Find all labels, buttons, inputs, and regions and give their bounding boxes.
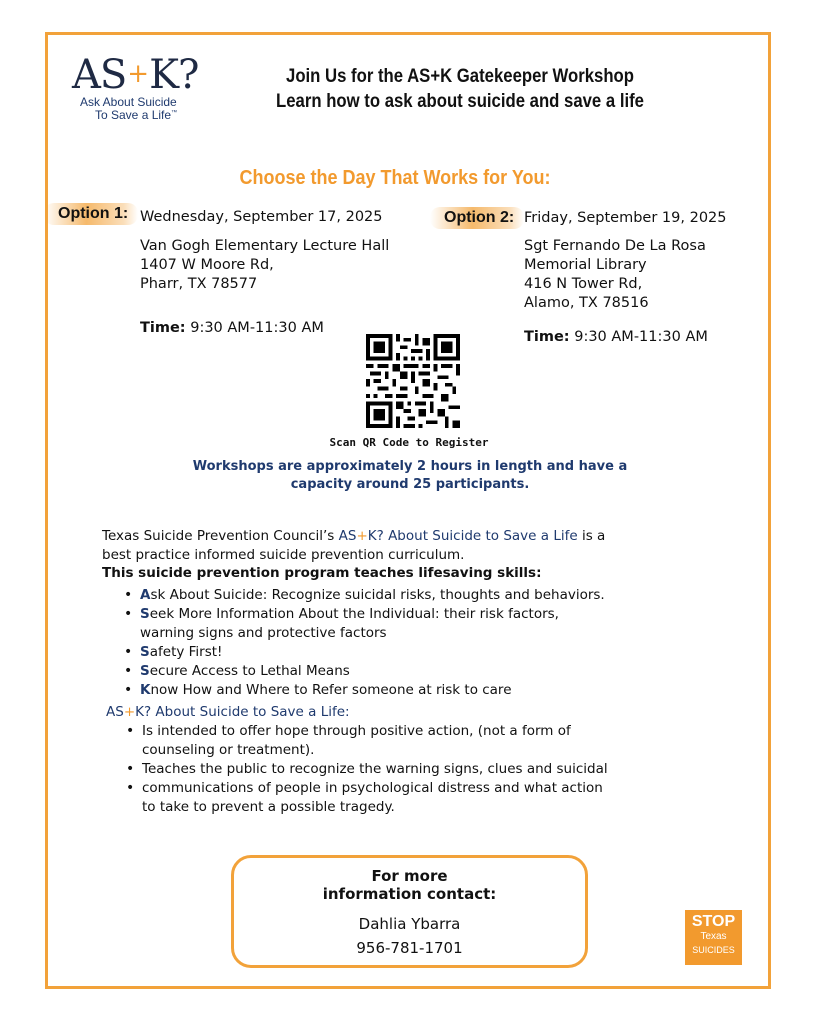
logo-tagline-1: Ask About Suicide [80,95,177,109]
list-item: • Teaches the public to recognize the warning signs, clues and suicidal [122,760,662,779]
option-2-label: Option 2: [430,207,524,229]
option-1-time: Time: 9:30 AM-11:30 AM [140,320,324,336]
stop-texas-suicides-logo: STOP Texas SUICIDES [685,910,742,965]
contact-phone[interactable]: 956-781-1701 [356,939,463,957]
list-item: • Is intended to offer hope through positive action, (not a form of counseling or treatment). [122,722,662,760]
header-subtitle: Learn how to ask about suicide and save a life [276,91,644,112]
intro-paragraph: Texas Suicide Prevention Council’s AS+K? About Suicide to Save a Life is a best practice informed suicide prevention curriculum. [102,528,606,563]
choose-day-heading: Choose the Day That Works for You: [239,167,551,189]
list-item: • Safety First! [120,643,680,662]
list-item: • Secure Access to Lethal Means [120,662,680,681]
header-title: Join Us for the AS+K Gatekeeper Workshop [286,66,634,87]
ask-logo: AS+K? [72,52,199,98]
list-item: • Ask About Suicide: Recognize suicidal risks, thoughts and behaviors. [120,586,680,605]
list-item: • communications of people in psychological distress and what action to take to prevent a possible tragedy. [122,779,662,817]
list-item: • Know How and Where to Refer someone at risk to care [120,681,680,700]
ask-points-list [122,722,662,817]
list-item: • Seek More Information About the Individual: their risk factors, warning signs and protective factors [120,605,680,643]
option-2-date: Friday, September 19, 2025 [524,210,727,226]
qr-code-icon[interactable] [366,334,460,428]
contact-name: Dahlia Ybarra [358,915,461,933]
skills-title: This suicide prevention program teaches lifesaving skills: [102,565,542,581]
qr-caption: Scan QR Code to Register [329,436,489,449]
option-1-date: Wednesday, September 17, 2025 [140,209,383,225]
option-1-address: Van Gogh Elementary Lecture Hall 1407 W Moore Rd, Pharr, TX 78577 [140,238,390,292]
option-1-label: Option 1: [44,203,138,225]
contact-heading: For more information contact: [322,867,497,903]
ask-section-title: AS+K? About Suicide to Save a Life: [106,704,350,720]
logo-tagline-2: To Save a Life™ [95,108,178,122]
option-2-address: Sgt Fernando De La Rosa Memorial Library 416 N Tower Rd, Alamo, TX 78516 [524,238,706,311]
skills-list [120,586,680,700]
workshop-note: Workshops are approximately 2 hours in length and have a capacity around 25 participants. [192,459,628,492]
option-2-time: Time: 9:30 AM-11:30 AM [524,329,708,345]
